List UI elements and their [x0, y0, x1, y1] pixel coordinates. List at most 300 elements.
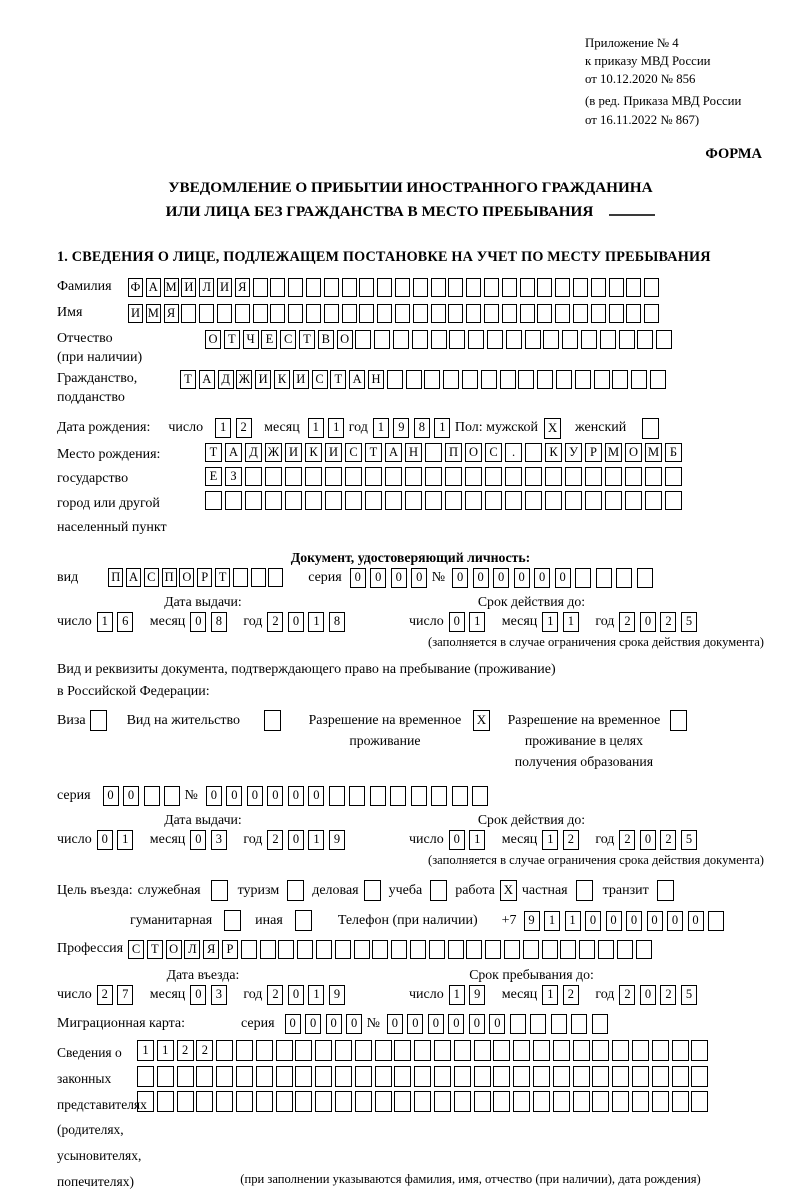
char-cell[interactable] — [387, 370, 403, 389]
char-cell[interactable] — [236, 1066, 253, 1087]
char-cell[interactable] — [612, 1091, 629, 1112]
char-cell[interactable]: 5 — [681, 985, 697, 1005]
char-cell[interactable] — [592, 1091, 609, 1112]
char-cell[interactable]: 0 — [469, 1014, 485, 1034]
char-cell[interactable] — [665, 491, 682, 510]
char-cell[interactable]: 0 — [288, 612, 304, 632]
char-cell[interactable] — [385, 467, 402, 486]
char-cell[interactable]: С — [312, 370, 328, 389]
char-cell[interactable] — [359, 278, 374, 297]
char-cell[interactable] — [413, 278, 428, 297]
char-cell[interactable]: Я — [235, 278, 250, 297]
char-cell[interactable] — [619, 330, 635, 349]
char-cell[interactable]: Е — [261, 330, 277, 349]
char-cell[interactable] — [525, 330, 541, 349]
char-cell[interactable]: 0 — [326, 1014, 342, 1034]
char-cell[interactable]: С — [144, 568, 159, 587]
sex-male-checkbox[interactable]: X — [544, 418, 561, 439]
char-cell[interactable] — [434, 1040, 451, 1061]
char-cell[interactable] — [276, 1091, 293, 1112]
char-cell[interactable]: Д — [218, 370, 234, 389]
char-cell[interactable] — [268, 568, 283, 587]
char-cell[interactable] — [414, 1066, 431, 1087]
char-cell[interactable] — [617, 940, 633, 959]
char-cell[interactable] — [468, 330, 484, 349]
char-cell[interactable] — [691, 1040, 708, 1061]
char-cell[interactable] — [335, 940, 351, 959]
char-cell[interactable] — [555, 304, 570, 323]
char-cell[interactable] — [609, 304, 624, 323]
char-cell[interactable]: 2 — [267, 830, 283, 850]
char-cell[interactable] — [520, 304, 535, 323]
char-cell[interactable]: М — [645, 443, 662, 462]
char-cell[interactable] — [355, 1091, 372, 1112]
char-cell[interactable]: 0 — [285, 1014, 301, 1034]
char-cell[interactable]: 9 — [469, 985, 485, 1005]
char-cell[interactable]: 0 — [667, 911, 683, 931]
char-cell[interactable]: Т — [299, 330, 315, 349]
char-cell[interactable]: 1 — [97, 612, 113, 632]
char-cell[interactable] — [431, 304, 446, 323]
char-cell[interactable] — [652, 1091, 669, 1112]
char-cell[interactable]: 0 — [123, 786, 139, 806]
char-cell[interactable]: 2 — [619, 612, 635, 632]
char-cell[interactable] — [513, 1091, 530, 1112]
char-cell[interactable] — [256, 1091, 273, 1112]
purpose-official-checkbox[interactable] — [211, 880, 228, 901]
char-cell[interactable]: 2 — [177, 1040, 194, 1061]
char-cell[interactable]: И — [128, 304, 143, 323]
char-cell[interactable] — [315, 1091, 332, 1112]
char-cell[interactable]: А — [126, 568, 141, 587]
char-cell[interactable] — [466, 278, 481, 297]
char-cell[interactable] — [217, 304, 232, 323]
char-cell[interactable]: 0 — [97, 830, 113, 850]
char-cell[interactable] — [414, 1091, 431, 1112]
char-cell[interactable]: П — [445, 443, 462, 462]
char-cell[interactable] — [375, 1040, 392, 1061]
char-cell[interactable] — [354, 940, 370, 959]
char-cell[interactable]: 9 — [329, 985, 345, 1005]
char-cell[interactable]: 2 — [236, 418, 252, 438]
char-cell[interactable]: 0 — [640, 985, 656, 1005]
char-cell[interactable]: 1 — [308, 985, 324, 1005]
char-cell[interactable] — [412, 330, 428, 349]
char-cell[interactable] — [236, 1091, 253, 1112]
char-cell[interactable]: Т — [330, 370, 346, 389]
char-cell[interactable] — [164, 786, 180, 806]
char-cell[interactable] — [573, 278, 588, 297]
char-cell[interactable] — [452, 786, 468, 806]
char-cell[interactable] — [196, 1066, 213, 1087]
char-cell[interactable] — [609, 278, 624, 297]
char-cell[interactable]: 1 — [542, 830, 558, 850]
char-cell[interactable] — [691, 1091, 708, 1112]
char-cell[interactable]: 1 — [308, 612, 324, 632]
char-cell[interactable]: 9 — [524, 911, 540, 931]
char-cell[interactable] — [443, 370, 459, 389]
char-cell[interactable] — [394, 1066, 411, 1087]
char-cell[interactable]: 0 — [449, 830, 465, 850]
char-cell[interactable] — [598, 940, 614, 959]
char-cell[interactable]: 1 — [542, 612, 558, 632]
char-cell[interactable]: Е — [205, 467, 222, 486]
char-cell[interactable] — [612, 1040, 629, 1061]
char-cell[interactable] — [612, 370, 628, 389]
char-cell[interactable] — [553, 1066, 570, 1087]
char-cell[interactable] — [355, 1066, 372, 1087]
char-cell[interactable]: Ч — [243, 330, 259, 349]
char-cell[interactable] — [592, 1040, 609, 1061]
char-cell[interactable]: П — [162, 568, 177, 587]
char-cell[interactable] — [533, 1040, 550, 1061]
char-cell[interactable]: 0 — [489, 1014, 505, 1034]
char-cell[interactable] — [144, 786, 160, 806]
char-cell[interactable] — [545, 467, 562, 486]
char-cell[interactable] — [306, 278, 321, 297]
char-cell[interactable] — [448, 304, 463, 323]
char-cell[interactable] — [518, 370, 534, 389]
char-cell[interactable]: Т — [147, 940, 163, 959]
char-cell[interactable]: 0 — [305, 1014, 321, 1034]
char-cell[interactable]: 2 — [267, 612, 283, 632]
char-cell[interactable] — [325, 467, 342, 486]
char-cell[interactable] — [365, 491, 382, 510]
char-cell[interactable] — [285, 467, 302, 486]
purpose-tourism-checkbox[interactable] — [287, 880, 304, 901]
char-cell[interactable] — [581, 330, 597, 349]
char-cell[interactable]: Т — [224, 330, 240, 349]
char-cell[interactable]: 0 — [267, 786, 283, 806]
char-cell[interactable] — [295, 1091, 312, 1112]
char-cell[interactable] — [565, 467, 582, 486]
char-cell[interactable] — [434, 1066, 451, 1087]
char-cell[interactable] — [177, 1066, 194, 1087]
char-cell[interactable]: 5 — [681, 830, 697, 850]
char-cell[interactable]: 0 — [190, 612, 206, 632]
char-cell[interactable] — [406, 370, 422, 389]
char-cell[interactable] — [372, 940, 388, 959]
char-cell[interactable] — [632, 1066, 649, 1087]
char-cell[interactable] — [375, 1066, 392, 1087]
char-cell[interactable]: И — [325, 443, 342, 462]
char-cell[interactable] — [177, 1091, 194, 1112]
char-cell[interactable] — [454, 1066, 471, 1087]
char-cell[interactable] — [573, 1040, 590, 1061]
char-cell[interactable] — [157, 1066, 174, 1087]
char-cell[interactable] — [137, 1091, 154, 1112]
char-cell[interactable]: 7 — [117, 985, 133, 1005]
char-cell[interactable] — [288, 278, 303, 297]
char-cell[interactable]: Т — [365, 443, 382, 462]
char-cell[interactable] — [573, 304, 588, 323]
char-cell[interactable] — [335, 1091, 352, 1112]
char-cell[interactable] — [270, 304, 285, 323]
char-cell[interactable] — [652, 1066, 669, 1087]
char-cell[interactable]: А — [225, 443, 242, 462]
char-cell[interactable] — [644, 304, 659, 323]
char-cell[interactable]: 0 — [103, 786, 119, 806]
char-cell[interactable]: 2 — [660, 985, 676, 1005]
char-cell[interactable] — [573, 1091, 590, 1112]
purpose-private-checkbox[interactable] — [576, 880, 593, 901]
char-cell[interactable] — [708, 911, 724, 931]
char-cell[interactable] — [605, 467, 622, 486]
char-cell[interactable]: 0 — [688, 911, 704, 931]
char-cell[interactable] — [349, 786, 365, 806]
char-cell[interactable]: И — [181, 278, 196, 297]
char-cell[interactable] — [533, 1091, 550, 1112]
char-cell[interactable]: 8 — [211, 612, 227, 632]
char-cell[interactable] — [253, 304, 268, 323]
char-cell[interactable] — [216, 1091, 233, 1112]
char-cell[interactable]: 2 — [563, 985, 579, 1005]
char-cell[interactable] — [265, 491, 282, 510]
char-cell[interactable] — [315, 1066, 332, 1087]
char-cell[interactable]: 1 — [563, 612, 579, 632]
char-cell[interactable] — [216, 1066, 233, 1087]
char-cell[interactable]: К — [305, 443, 322, 462]
char-cell[interactable] — [485, 467, 502, 486]
char-cell[interactable] — [196, 1091, 213, 1112]
char-cell[interactable] — [425, 467, 442, 486]
char-cell[interactable] — [424, 370, 440, 389]
char-cell[interactable] — [411, 786, 427, 806]
char-cell[interactable] — [596, 568, 612, 588]
char-cell[interactable] — [345, 467, 362, 486]
char-cell[interactable] — [502, 278, 517, 297]
char-cell[interactable]: И — [255, 370, 271, 389]
char-cell[interactable] — [626, 278, 641, 297]
char-cell[interactable]: 1 — [308, 830, 324, 850]
char-cell[interactable]: О — [166, 940, 182, 959]
char-cell[interactable] — [425, 443, 442, 462]
char-cell[interactable]: Б — [665, 443, 682, 462]
char-cell[interactable] — [513, 1040, 530, 1061]
char-cell[interactable] — [276, 1040, 293, 1061]
char-cell[interactable] — [466, 940, 482, 959]
char-cell[interactable]: 1 — [544, 911, 560, 931]
char-cell[interactable] — [591, 304, 606, 323]
char-cell[interactable]: 0 — [448, 1014, 464, 1034]
char-cell[interactable] — [672, 1066, 689, 1087]
char-cell[interactable]: 3 — [211, 985, 227, 1005]
char-cell[interactable] — [375, 1091, 392, 1112]
char-cell[interactable] — [251, 568, 266, 587]
char-cell[interactable] — [306, 304, 321, 323]
char-cell[interactable]: И — [285, 443, 302, 462]
char-cell[interactable]: 1 — [373, 418, 389, 438]
char-cell[interactable] — [672, 1091, 689, 1112]
char-cell[interactable] — [305, 467, 322, 486]
char-cell[interactable] — [493, 1066, 510, 1087]
char-cell[interactable]: 0 — [190, 830, 206, 850]
char-cell[interactable] — [605, 491, 622, 510]
char-cell[interactable] — [199, 304, 214, 323]
char-cell[interactable] — [591, 278, 606, 297]
char-cell[interactable]: 0 — [288, 985, 304, 1005]
char-cell[interactable] — [592, 1066, 609, 1087]
char-cell[interactable] — [462, 370, 478, 389]
char-cell[interactable] — [394, 1091, 411, 1112]
char-cell[interactable] — [233, 568, 248, 587]
char-cell[interactable]: А — [146, 278, 161, 297]
char-cell[interactable] — [585, 491, 602, 510]
char-cell[interactable] — [632, 1091, 649, 1112]
char-cell[interactable] — [205, 491, 222, 510]
char-cell[interactable] — [592, 1014, 608, 1034]
char-cell[interactable] — [485, 940, 501, 959]
char-cell[interactable]: 0 — [407, 1014, 423, 1034]
char-cell[interactable]: 2 — [267, 985, 283, 1005]
char-cell[interactable] — [434, 1091, 451, 1112]
char-cell[interactable] — [500, 370, 516, 389]
char-cell[interactable] — [377, 278, 392, 297]
char-cell[interactable] — [355, 330, 371, 349]
char-cell[interactable]: 9 — [329, 830, 345, 850]
char-cell[interactable]: 0 — [346, 1014, 362, 1034]
char-cell[interactable] — [665, 467, 682, 486]
char-cell[interactable] — [342, 278, 357, 297]
char-cell[interactable] — [530, 1014, 546, 1034]
char-cell[interactable] — [454, 1040, 471, 1061]
char-cell[interactable] — [256, 1040, 273, 1061]
char-cell[interactable] — [395, 278, 410, 297]
char-cell[interactable] — [481, 370, 497, 389]
char-cell[interactable]: 0 — [606, 911, 622, 931]
char-cell[interactable] — [260, 940, 276, 959]
char-cell[interactable]: Л — [184, 940, 200, 959]
char-cell[interactable] — [484, 304, 499, 323]
char-cell[interactable] — [414, 1040, 431, 1061]
char-cell[interactable] — [157, 1091, 174, 1112]
char-cell[interactable]: 0 — [473, 568, 489, 588]
char-cell[interactable]: 1 — [308, 418, 324, 438]
char-cell[interactable] — [553, 1040, 570, 1061]
temp-permit-checkbox[interactable]: X — [473, 710, 490, 731]
char-cell[interactable] — [636, 940, 652, 959]
char-cell[interactable] — [506, 330, 522, 349]
char-cell[interactable] — [474, 1091, 491, 1112]
char-cell[interactable] — [612, 1066, 629, 1087]
char-cell[interactable] — [485, 491, 502, 510]
char-cell[interactable] — [431, 330, 447, 349]
char-cell[interactable]: И — [217, 278, 232, 297]
char-cell[interactable]: 1 — [328, 418, 344, 438]
char-cell[interactable]: 1 — [565, 911, 581, 931]
char-cell[interactable] — [335, 1040, 352, 1061]
char-cell[interactable] — [431, 278, 446, 297]
char-cell[interactable] — [555, 278, 570, 297]
char-cell[interactable]: . — [505, 443, 522, 462]
char-cell[interactable] — [324, 304, 339, 323]
char-cell[interactable]: 0 — [640, 830, 656, 850]
char-cell[interactable]: Я — [164, 304, 179, 323]
char-cell[interactable] — [297, 940, 313, 959]
char-cell[interactable] — [625, 467, 642, 486]
char-cell[interactable] — [394, 1040, 411, 1061]
char-cell[interactable]: Р — [222, 940, 238, 959]
char-cell[interactable] — [390, 786, 406, 806]
char-cell[interactable]: Н — [368, 370, 384, 389]
char-cell[interactable] — [216, 1040, 233, 1061]
char-cell[interactable]: Т — [215, 568, 230, 587]
char-cell[interactable]: 8 — [414, 418, 430, 438]
char-cell[interactable]: 3 — [211, 830, 227, 850]
char-cell[interactable]: 0 — [387, 1014, 403, 1034]
char-cell[interactable] — [278, 940, 294, 959]
char-cell[interactable]: 0 — [555, 568, 571, 588]
char-cell[interactable]: 1 — [117, 830, 133, 850]
char-cell[interactable]: Ж — [265, 443, 282, 462]
char-cell[interactable] — [493, 1040, 510, 1061]
char-cell[interactable]: О — [465, 443, 482, 462]
char-cell[interactable] — [137, 1066, 154, 1087]
char-cell[interactable]: Ж — [236, 370, 252, 389]
char-cell[interactable]: 1 — [469, 612, 485, 632]
char-cell[interactable] — [431, 786, 447, 806]
char-cell[interactable]: 0 — [190, 985, 206, 1005]
char-cell[interactable]: А — [385, 443, 402, 462]
char-cell[interactable] — [448, 278, 463, 297]
char-cell[interactable] — [631, 370, 647, 389]
char-cell[interactable] — [377, 304, 392, 323]
sex-female-checkbox[interactable] — [642, 418, 659, 439]
char-cell[interactable] — [484, 278, 499, 297]
char-cell[interactable]: 2 — [660, 830, 676, 850]
char-cell[interactable] — [265, 467, 282, 486]
char-cell[interactable] — [405, 467, 422, 486]
char-cell[interactable] — [551, 1014, 567, 1034]
char-cell[interactable] — [395, 304, 410, 323]
char-cell[interactable] — [295, 1040, 312, 1061]
char-cell[interactable] — [585, 467, 602, 486]
char-cell[interactable]: 0 — [391, 568, 407, 588]
char-cell[interactable] — [465, 491, 482, 510]
char-cell[interactable]: 0 — [428, 1014, 444, 1034]
char-cell[interactable] — [644, 278, 659, 297]
char-cell[interactable]: 0 — [206, 786, 222, 806]
purpose-transit-checkbox[interactable] — [657, 880, 674, 901]
char-cell[interactable] — [365, 467, 382, 486]
char-cell[interactable] — [241, 940, 257, 959]
char-cell[interactable]: 1 — [542, 985, 558, 1005]
char-cell[interactable]: 0 — [449, 612, 465, 632]
char-cell[interactable] — [652, 1040, 669, 1061]
char-cell[interactable]: 0 — [534, 568, 550, 588]
char-cell[interactable]: 0 — [647, 911, 663, 931]
char-cell[interactable]: 6 — [117, 612, 133, 632]
char-cell[interactable]: 0 — [514, 568, 530, 588]
char-cell[interactable]: Я — [203, 940, 219, 959]
char-cell[interactable]: Р — [585, 443, 602, 462]
purpose-work-checkbox[interactable]: X — [500, 880, 517, 901]
char-cell[interactable] — [425, 491, 442, 510]
char-cell[interactable]: Н — [405, 443, 422, 462]
char-cell[interactable] — [270, 278, 285, 297]
char-cell[interactable] — [276, 1066, 293, 1087]
char-cell[interactable] — [560, 940, 576, 959]
char-cell[interactable] — [510, 1014, 526, 1034]
char-cell[interactable] — [245, 491, 262, 510]
char-cell[interactable]: Т — [180, 370, 196, 389]
char-cell[interactable] — [370, 786, 386, 806]
char-cell[interactable] — [672, 1040, 689, 1061]
char-cell[interactable]: Л — [199, 278, 214, 297]
char-cell[interactable]: П — [108, 568, 123, 587]
char-cell[interactable] — [545, 491, 562, 510]
char-cell[interactable] — [316, 940, 332, 959]
